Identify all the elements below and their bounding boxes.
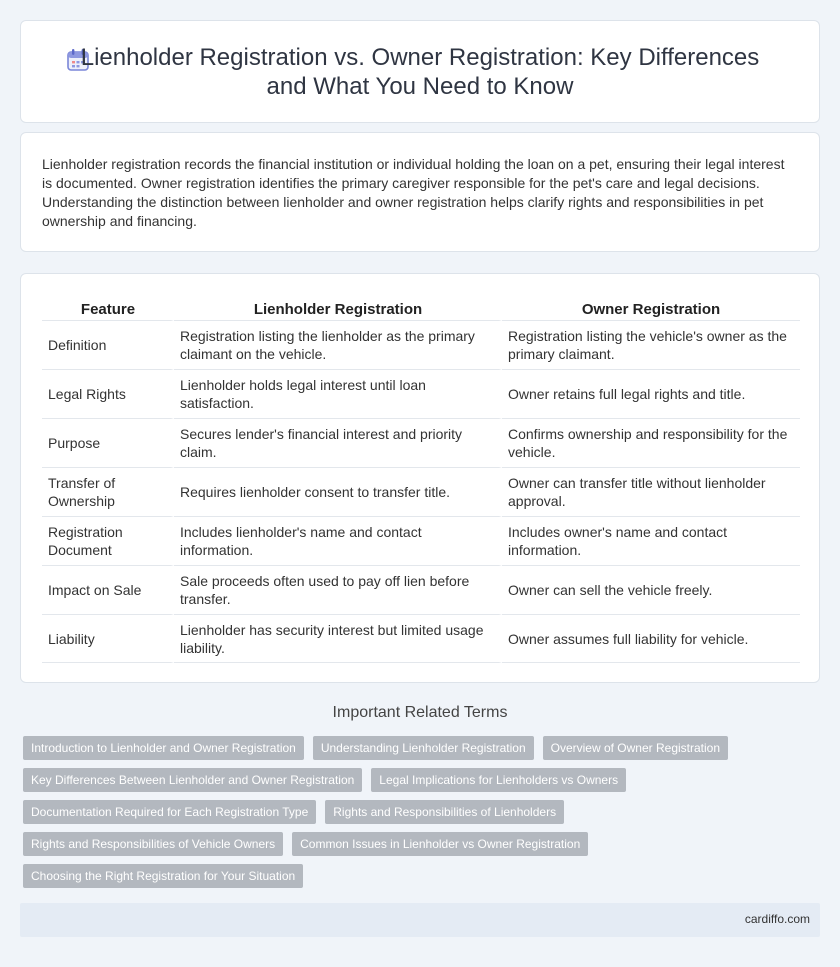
row-owner: Includes owner's name and contact information. — [502, 516, 800, 565]
comparison-table — [42, 294, 800, 663]
table-row — [42, 467, 800, 516]
related-terms-list — [23, 736, 813, 896]
row-owner: Owner retains full legal rights and title. — [502, 369, 800, 418]
related-term-tag[interactable]: Documentation Required for Each Registration Type — [23, 800, 316, 824]
intro-card — [20, 132, 820, 252]
row-owner: Confirms ownership and responsibility for the vehicle. — [502, 418, 800, 467]
related-term-tag[interactable]: Key Differences Between Lienholder and Owner Registration — [23, 768, 362, 792]
table-row — [42, 320, 800, 369]
row-feature: Impact on Sale — [42, 565, 174, 614]
row-lienholder: Lienholder holds legal interest until loan satisfaction. — [174, 369, 502, 418]
row-owner: Registration listing the vehicle's owner as the primary claimant. — [502, 320, 800, 369]
row-lienholder: Includes lienholder's name and contact information. — [174, 516, 502, 565]
header-card — [20, 20, 820, 123]
row-feature: Legal Rights — [42, 369, 174, 418]
table-row — [42, 516, 800, 565]
related-term-tag[interactable]: Common Issues in Lienholder vs Owner Registration — [292, 832, 588, 856]
comparison-card — [20, 273, 820, 683]
row-feature: Purpose — [42, 418, 174, 467]
row-owner: Owner assumes full liability for vehicle. — [502, 614, 800, 663]
column-header-lienholder: Lienholder Registration — [253, 301, 423, 318]
row-lienholder: Secures lender's financial interest and priority claim. — [174, 418, 502, 467]
row-feature: Liability — [42, 614, 174, 663]
row-feature: Definition — [42, 320, 174, 369]
column-header-owner: Owner Registration — [581, 301, 721, 318]
table-header-row — [42, 294, 800, 320]
related-term-tag[interactable]: Understanding Lienholder Registration — [313, 736, 534, 760]
row-lienholder: Requires lienholder consent to transfer title. — [174, 467, 502, 516]
related-term-tag[interactable]: Choosing the Right Registration for Your Situation — [23, 864, 303, 888]
row-lienholder: Registration listing the lienholder as the primary claimant on the vehicle. — [174, 320, 502, 369]
related-term-tag[interactable]: Overview of Owner Registration — [543, 736, 728, 760]
related-term-tag[interactable]: Rights and Responsibilities of Lienholders — [325, 800, 564, 824]
row-feature: Transfer of Ownership — [42, 467, 174, 516]
row-owner: Owner can sell the vehicle freely. — [502, 565, 800, 614]
related-terms-title: Important Related Terms — [332, 704, 508, 721]
table-row — [42, 418, 800, 467]
related-term-tag[interactable]: Introduction to Lienholder and Owner Registration — [23, 736, 304, 760]
related-term-tag[interactable]: Legal Implications for Lienholders vs Owners — [371, 768, 626, 792]
footer — [20, 903, 820, 937]
row-lienholder: Lienholder has security interest but limited usage liability. — [174, 614, 502, 663]
column-header-feature: Feature — [80, 301, 136, 318]
row-lienholder: Sale proceeds often used to pay off lien before transfer. — [174, 565, 502, 614]
table-row — [42, 565, 800, 614]
row-feature: Registration Document — [42, 516, 174, 565]
table-row — [42, 369, 800, 418]
related-term-tag[interactable]: Rights and Responsibilities of Vehicle Owners — [23, 832, 283, 856]
row-owner: Owner can transfer title without lienholder approval. — [502, 467, 800, 516]
page-title: Lienholder Registration vs. Owner Registration: Key Differences and What You Need to Know — [80, 44, 760, 100]
footer-site-link[interactable]: cardiffo.com — [744, 912, 810, 926]
intro-paragraph: Lienholder registration records the financial institution or individual holding the loan on a pet, ensuring their legal interest is documented. Owner registration identifies the primary caregiver responsible for the pet's care and legal decisions. Understanding the distinction between lienholder and owner registration helps clarify rights and responsibilities in pet ownership and financing. — [42, 156, 785, 229]
table-row — [42, 614, 800, 663]
